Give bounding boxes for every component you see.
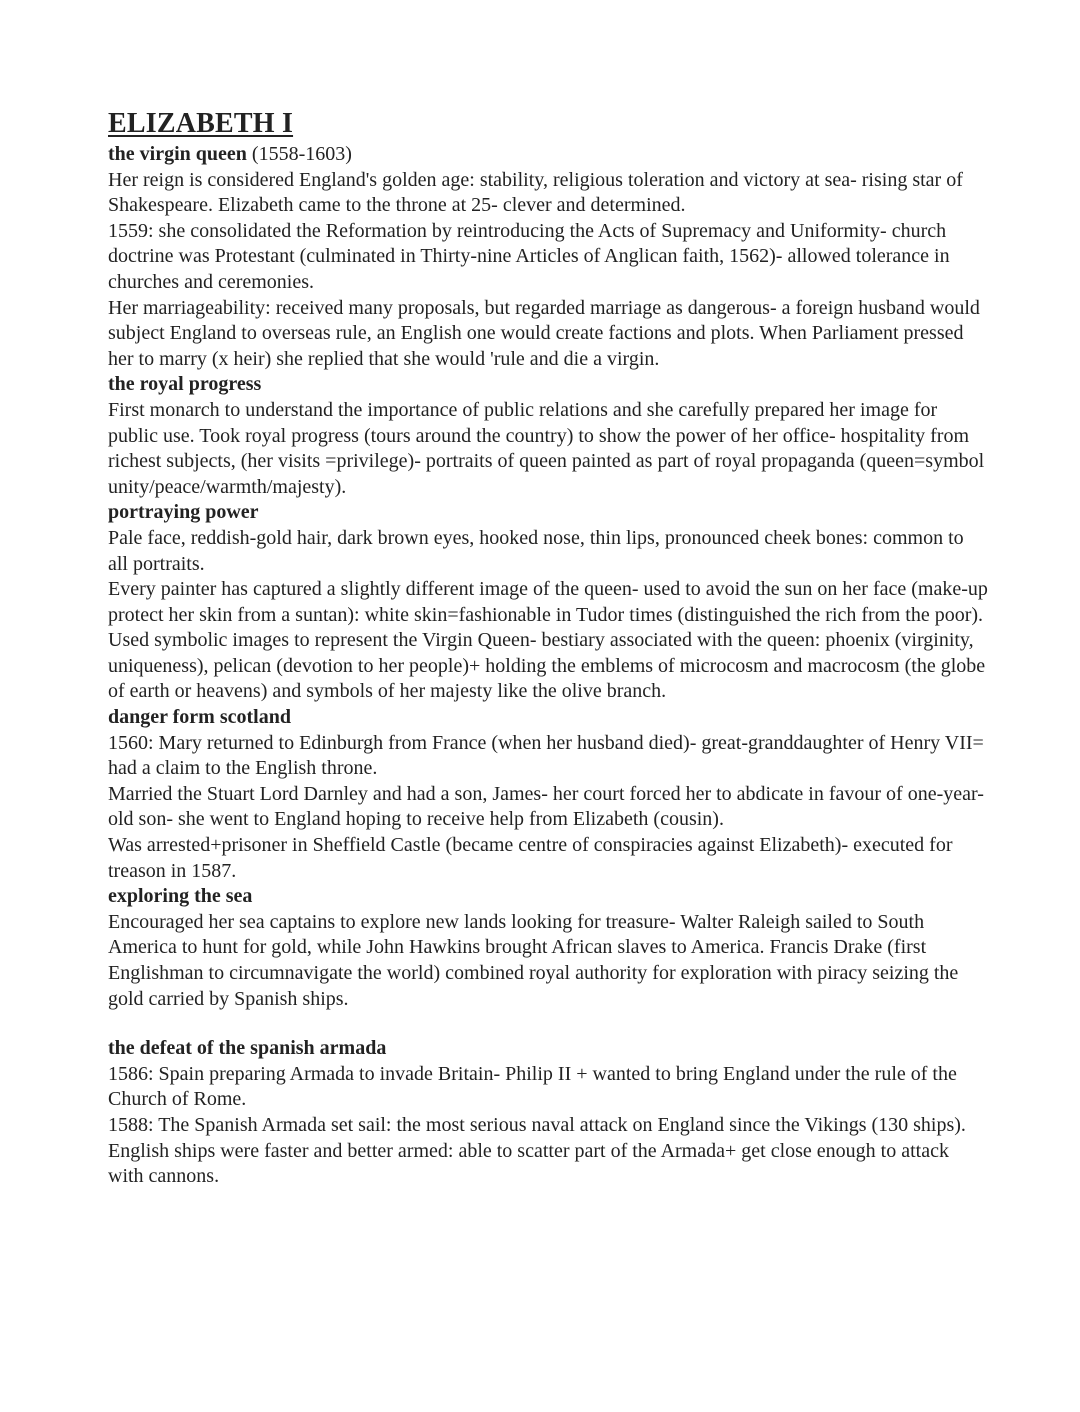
section-heading bbox=[108, 142, 988, 168]
paragraph: Used symbolic images to represent the Virgin Queen- bestiary associated with the queen: phoenix (virginity, uniqueness), pelican (devotion to her people)+ holding the emblems of microcosm and macrocosm (the globe of earth or heavens) and symbols of her majesty like the olive branch. bbox=[108, 629, 986, 703]
paragraph: First monarch to understand the importance of public relations and she carefully prepared her image for public use. Took royal progress (tours around the country) to show the power of her office- hospitality from richest subjects, (her visits =privilege)- portraits of queen painted as part of royal propaganda (queen=symbol unity/peace/warmth/majesty). bbox=[108, 398, 985, 498]
paragraph: Her reign is considered England's golden age: stability, religious toleration and victory at sea- rising star of Shakespeare. Elizabeth came to the throne at 25- clever and determined. bbox=[108, 168, 963, 217]
section-heading-text: the defeat of the spanish armada bbox=[108, 1037, 387, 1060]
paragraph: Every painter has captured a slightly different image of the queen- used to avoid the sun on her face (make-up protect her skin from a suntan): white skin=fashionable in Tudor times (distinguished the rich from the poor). bbox=[108, 578, 988, 626]
section-heading-text: danger form scotland bbox=[108, 706, 291, 729]
section-heading-dates: (1558-1603) bbox=[246, 143, 352, 165]
paragraph: 1586: Spain preparing Armada to invade Britain- Philip II + wanted to bring England under the rule of the Church of Rome. bbox=[108, 1062, 957, 1111]
paragraph: 1588: The Spanish Armada set sail: the most serious naval attack on England since the Vikings (130 ships). English ships were faster and better armed: able to scatter part of the Armada+ get close enough to attack with cannons. bbox=[108, 1113, 966, 1188]
paragraph: 1559: she consolidated the Reformation by reintroducing the Acts of Supremacy and Uniformity- church doctrine was Protestant (culminated in Thirty-nine Articles of Anglican faith, 1562)- allowed tolerance in churches and ceremonies. bbox=[108, 219, 950, 293]
section-heading-text: portraying power bbox=[108, 501, 259, 524]
paragraph: Pale face, reddish-gold hair, dark brown eyes, hooked nose, thin lips, pronounced cheek bones: common to all portraits. bbox=[108, 526, 964, 575]
document-title: ELIZABETH I bbox=[108, 108, 294, 139]
section-danger-scotland bbox=[108, 705, 988, 884]
paragraph: Her marriageability: received many proposals, but regarded marriage as dangerous- a foreign husband would subject England to overseas rule, an English one would create factions and plots. When Parliament pressed her to marry (x heir) she replied that she would 'rule and die a virgin. bbox=[108, 296, 980, 370]
paragraph: Encouraged her sea captains to explore new lands looking for treasure- Walter Raleigh sailed to South America to hunt for gold, while John Hawkins brought African slaves to America. Francis Drake (first Englishman to circumnavigate the world) combined royal authority for exploration with piracy seizing the gold carried by Spanish ships. bbox=[108, 910, 959, 1010]
paragraph: Was arrested+prisoner in Sheffield Castle (became centre of conspiracies against Elizabeth)- executed for treason in 1587. bbox=[108, 834, 953, 882]
section-heading-text: the virgin queen bbox=[108, 143, 247, 165]
section-exploring-sea bbox=[108, 884, 988, 1012]
section-heading bbox=[108, 372, 988, 398]
section-heading bbox=[108, 705, 988, 731]
section-virgin-queen bbox=[108, 142, 988, 372]
section-heading bbox=[108, 500, 988, 526]
section-heading bbox=[108, 884, 988, 910]
section-spanish-armada bbox=[108, 1036, 988, 1190]
document-page bbox=[108, 108, 988, 1190]
section-portraying-power bbox=[108, 500, 988, 705]
paragraph: Married the Stuart Lord Darnley and had a son, James- her court forced her to abdicate in favour of one-year-old son- she went to England hoping to receive help from Elizabeth (cousin). bbox=[108, 782, 984, 831]
section-royal-progress bbox=[108, 372, 988, 500]
section-heading bbox=[108, 1036, 988, 1062]
section-heading-text: exploring the sea bbox=[108, 885, 253, 908]
paragraph: 1560: Mary returned to Edinburgh from France (when her husband died)- great-granddaughter of Henry VII= had a claim to the English throne. bbox=[108, 731, 984, 780]
section-heading-text: the royal progress bbox=[108, 373, 262, 396]
